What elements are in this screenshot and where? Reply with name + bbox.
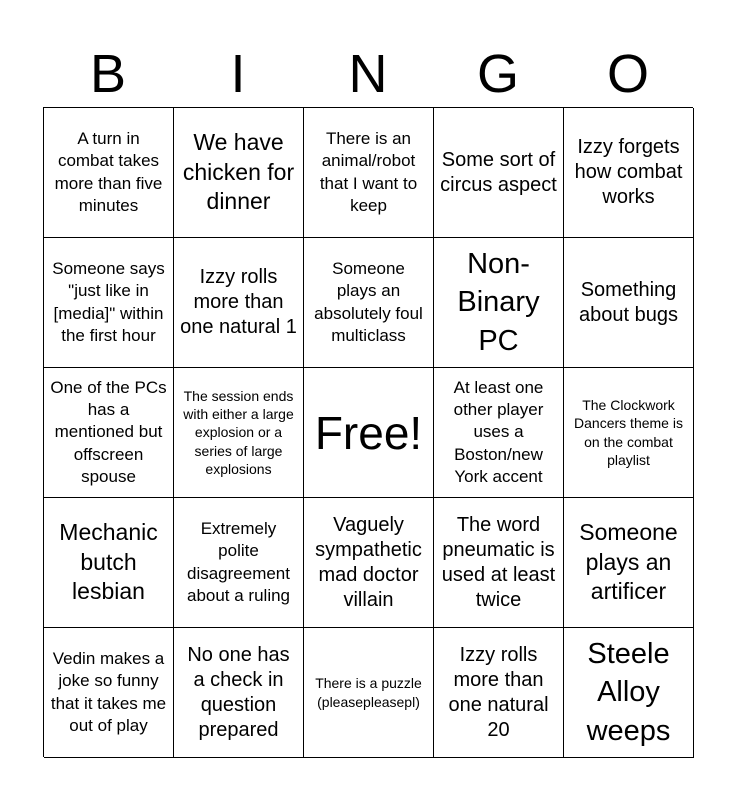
bingo-cell[interactable]	[434, 628, 564, 758]
cell-text: Izzy rolls more than one natural 1	[180, 266, 297, 338]
cell-text: Steele Alloy weeps	[586, 638, 671, 747]
bingo-cell[interactable]	[44, 108, 174, 238]
cell-text: Someone plays an artificer	[579, 519, 678, 605]
header-letter-i: I	[230, 44, 246, 104]
bingo-cell[interactable]	[434, 108, 564, 238]
bingo-cell[interactable]	[174, 108, 304, 238]
cell-text: There is an animal/robot that I want to keep	[319, 129, 418, 215]
bingo-cell[interactable]	[174, 628, 304, 758]
free-space-text: Free!	[314, 406, 423, 459]
cell-text: The Clockwork Dancers theme is on the combat playlist	[574, 397, 683, 468]
bingo-cell[interactable]	[174, 368, 304, 498]
cell-text: At least one other player uses a Boston/new York accent	[453, 378, 544, 486]
bingo-header	[43, 40, 693, 108]
bingo-cell[interactable]	[174, 498, 304, 628]
bingo-cell[interactable]	[304, 498, 434, 628]
bingo-cell[interactable]	[304, 238, 434, 368]
cell-text: Someone says "just like in [media]" within the first hour	[52, 259, 165, 345]
cell-text: There is a puzzle (pleasepleasepl)	[315, 675, 422, 710]
bingo-cell[interactable]	[564, 498, 694, 628]
header-letter-g: G	[476, 44, 519, 104]
bingo-cell[interactable]	[564, 108, 694, 238]
bingo-cell[interactable]	[564, 628, 694, 758]
cell-text: Someone plays an absolutely foul multiclass	[314, 259, 423, 345]
bingo-cell[interactable]	[564, 238, 694, 368]
cell-text: One of the PCs has a mentioned but offscreen spouse	[50, 378, 167, 486]
cell-text: Vedin makes a joke so funny that it takes me out of play	[50, 649, 167, 735]
bingo-cell[interactable]	[174, 238, 304, 368]
bingo-cell[interactable]	[434, 498, 564, 628]
cell-text: We have chicken for dinner	[182, 129, 295, 215]
cell-text: Vaguely sympathetic mad doctor villain	[315, 513, 422, 611]
bingo-cell[interactable]	[44, 238, 174, 368]
cell-text: Izzy rolls more than one natural 20	[448, 643, 549, 741]
header-letter-b: B	[89, 44, 127, 104]
bingo-cell[interactable]	[434, 368, 564, 498]
cell-text: Extremely polite disagreement about a ruling	[186, 519, 291, 605]
bingo-cell[interactable]	[304, 108, 434, 238]
cell-text: No one has a check in question prepared	[187, 643, 290, 741]
bingo-cell[interactable]	[44, 498, 174, 628]
cell-text: Mechanic butch lesbian	[59, 519, 158, 605]
bingo-cell[interactable]	[44, 368, 174, 498]
bingo-cell[interactable]	[304, 628, 434, 758]
cell-text: Non-Binary PC	[457, 248, 540, 357]
cell-text: The session ends with either a large explosion or a series of large explosions	[183, 388, 294, 477]
bingo-board	[43, 107, 693, 757]
cell-text: The word pneumatic is used at least twice	[441, 513, 556, 611]
header-letter-o: O	[606, 44, 649, 104]
bingo-cell[interactable]	[564, 368, 694, 498]
cell-text: A turn in combat takes more than five minutes	[54, 129, 163, 215]
bingo-cell[interactable]	[434, 238, 564, 368]
cell-text: Something about bugs	[579, 278, 678, 326]
bingo-cell[interactable]	[44, 628, 174, 758]
free-space-cell[interactable]	[304, 368, 434, 498]
cell-text: Some sort of circus aspect	[440, 148, 557, 196]
header-letter-n: N	[348, 44, 388, 104]
cell-text: Izzy forgets how combat works	[574, 136, 683, 208]
